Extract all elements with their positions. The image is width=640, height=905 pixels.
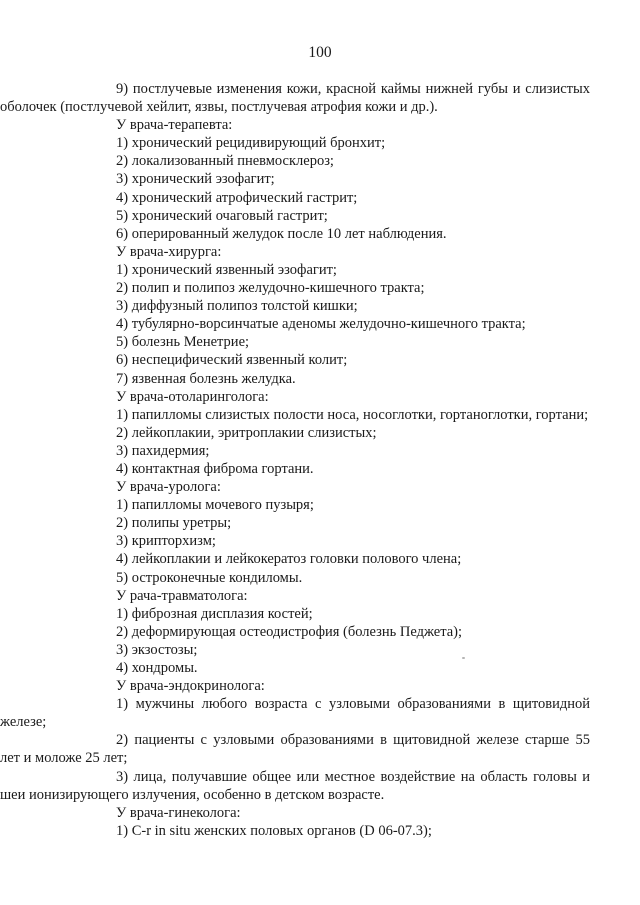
list-item: 3) лица, получавшие общее или местное воздействие на область головы и шеи ионизирующего излучения, особенно в детском возрасте.: [0, 768, 590, 803]
list-item: 5) болезнь Менетрие;: [116, 334, 250, 351]
list-item: 5) остроконечные кондиломы.: [116, 569, 303, 586]
list-item: 1) C-r in situ женских половых органов (D 06-07.3);: [116, 822, 432, 839]
section-surgeon: [116, 243, 590, 388]
list-item: 3) крипторхизм;: [116, 533, 216, 550]
section-heading: У врача-уролога:: [116, 479, 221, 496]
scan-speck: [462, 657, 465, 659]
list-item: 1) хронический язвенный эзофагит;: [116, 261, 337, 278]
section-heading: У врача-отоларинголога:: [116, 388, 269, 405]
list-item: 4) хондромы.: [116, 660, 198, 676]
section-heading: У врача-эндокринолога:: [116, 678, 265, 695]
list-item: 3) пахидермия;: [116, 442, 210, 459]
list-item: 4) контактная фиброма гортани.: [116, 460, 314, 477]
list-item: 1) хронический рецидивирующий бронхит;: [116, 135, 386, 152]
section-therapist: [116, 116, 590, 243]
list-item: 4) лейкоплакии и лейкокератоз головки полового члена;: [116, 551, 462, 568]
intro-paragraph: 9) постлучевые изменения кожи, красной каймы нижней губы и слизистых оболочек (постлучевой хейлит, язвы, постлучевая атрофия кожи и др.).: [0, 81, 590, 116]
list-item: 5) хронический очаговый гастрит;: [116, 207, 328, 224]
list-item: 1) фиброзная дисплазия костей;: [116, 605, 313, 622]
list-item: 3) хронический эзофагит;: [116, 171, 275, 188]
list-item: 1) папилломы слизистых полости носа, носоглотки, гортаноглотки, гортани;: [116, 406, 589, 423]
list-item: 2) деформирующая остеодистрофия (болезнь Педжета);: [116, 623, 463, 640]
list-item: 1) мужчины любого возраста с узловыми образованиями в щитовидной железе;: [0, 696, 590, 731]
list-item: 4) хронический атрофический гастрит;: [116, 189, 358, 206]
section-heading: У врача-терапевта:: [116, 117, 233, 134]
list-item: 4) тубулярно-ворсинчатые аденомы желудочно-кишечного тракта;: [116, 316, 526, 333]
document-body: [0, 80, 590, 840]
section-traumatologist: [116, 587, 590, 677]
section-gynecologist: [116, 804, 590, 840]
list-item: 2) лейкоплакии, эритроплакии слизистых;: [116, 424, 377, 441]
list-item: 6) неспецифический язвенный колит;: [116, 352, 348, 369]
section-otolaryngologist: [116, 388, 590, 478]
section-urologist: [116, 478, 590, 587]
list-item: 3) экзостозы;: [116, 641, 198, 658]
section-heading: У рача-травматолога:: [116, 587, 248, 604]
section-endocrinologist: [0, 677, 590, 804]
list-item: 3) диффузный полипоз толстой кишки;: [116, 298, 358, 315]
list-item: 7) язвенная болезнь желудка.: [116, 370, 296, 387]
list-item: 2) полип и полипоз желудочно-кишечного тракта;: [116, 280, 425, 297]
list-item: 6) оперированный желудок после 10 лет наблюдения.: [116, 225, 447, 242]
section-heading: У врача-хирурга:: [116, 243, 222, 260]
list-item: 1) папилломы мочевого пузыря;: [116, 497, 314, 514]
list-item: 2) полипы уретры;: [116, 515, 232, 532]
section-heading: У врача-гинеколога:: [116, 804, 241, 821]
page-number: 100: [308, 44, 332, 61]
list-item: 2) локализованный пневмосклероз;: [116, 153, 334, 170]
list-item: 2) пациенты с узловыми образованиями в щитовидной железе старше 55 лет и моложе 25 лет;: [0, 732, 590, 767]
